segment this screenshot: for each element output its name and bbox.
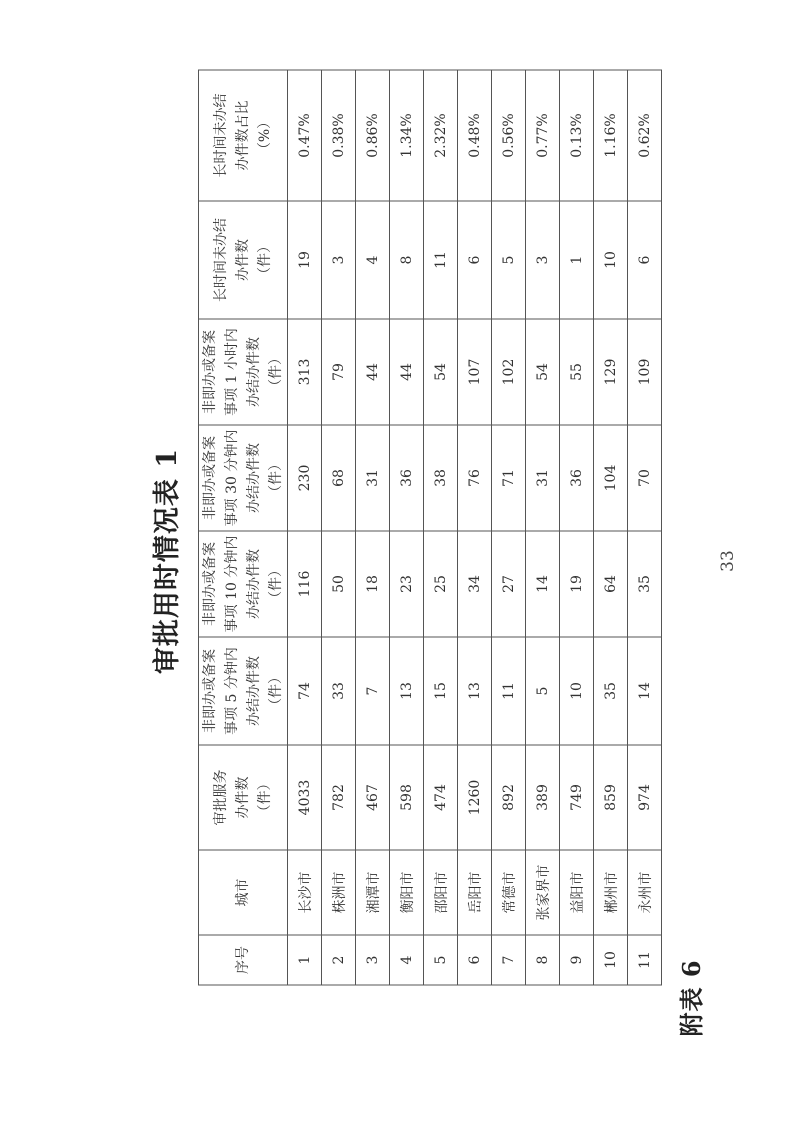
cell-seq: 8 [526, 935, 560, 985]
cell-hour1: 54 [526, 319, 560, 425]
attachment-label: 附表 6 [677, 959, 706, 1037]
cell-total: 389 [526, 745, 560, 850]
header-min5: 非即办或备案 事项 5 分钟内 办结办件数 （件） [199, 637, 288, 745]
cell-long-ratio: 1.34% [390, 70, 424, 201]
cell-city: 岳阳市 [458, 850, 492, 935]
cell-min10: 50 [322, 531, 356, 637]
cell-min30: 31 [526, 425, 560, 531]
table-row [424, 70, 458, 985]
table-row [322, 70, 356, 985]
cell-hour1: 129 [594, 319, 628, 425]
cell-long-count: 11 [424, 201, 458, 319]
header-min10: 非即办或备案 事项 10 分钟内 办结办件数 （件） [199, 531, 288, 637]
cell-total: 474 [424, 745, 458, 850]
cell-min5: 14 [628, 637, 662, 745]
table-row [492, 70, 526, 985]
cell-total: 974 [628, 745, 662, 850]
cell-min30: 71 [492, 425, 526, 531]
cell-city: 永州市 [628, 850, 662, 935]
cell-min10: 25 [424, 531, 458, 637]
cell-long-ratio: 0.13% [560, 70, 594, 201]
cell-long-count: 10 [594, 201, 628, 319]
cell-seq: 10 [594, 935, 628, 985]
cell-min10: 14 [526, 531, 560, 637]
cell-min10: 19 [560, 531, 594, 637]
cell-hour1: 54 [424, 319, 458, 425]
cell-long-ratio: 0.62% [628, 70, 662, 201]
header-total: 审批服务 办件数 （件） [199, 745, 288, 850]
cell-min10: 116 [288, 531, 322, 637]
cell-long-count: 8 [390, 201, 424, 319]
cell-min10: 23 [390, 531, 424, 637]
cell-min30: 76 [458, 425, 492, 531]
cell-min5: 74 [288, 637, 322, 745]
cell-total: 4033 [288, 745, 322, 850]
header-long-count: 长时间未办结 办件数 （件） [199, 201, 288, 319]
cell-long-count: 4 [356, 201, 390, 319]
cell-city: 益阳市 [560, 850, 594, 935]
cell-city: 长沙市 [288, 850, 322, 935]
cell-min30: 70 [628, 425, 662, 531]
header-hour1: 非即办或备案 事项 1 小时内 办结办件数 （件） [199, 319, 288, 425]
cell-hour1: 44 [390, 319, 424, 425]
cell-total: 859 [594, 745, 628, 850]
cell-long-count: 3 [322, 201, 356, 319]
cell-min10: 27 [492, 531, 526, 637]
cell-hour1: 55 [560, 319, 594, 425]
cell-city: 衡阳市 [390, 850, 424, 935]
cell-min10: 64 [594, 531, 628, 637]
cell-city: 张家界市 [526, 850, 560, 935]
cell-hour1: 313 [288, 319, 322, 425]
cell-seq: 2 [322, 935, 356, 985]
cell-min30: 36 [390, 425, 424, 531]
cell-long-count: 6 [458, 201, 492, 319]
cell-seq: 5 [424, 935, 458, 985]
cell-seq: 7 [492, 935, 526, 985]
cell-city: 株洲市 [322, 850, 356, 935]
table-row [288, 70, 322, 985]
cell-hour1: 102 [492, 319, 526, 425]
cell-min30: 104 [594, 425, 628, 531]
cell-min30: 230 [288, 425, 322, 531]
cell-seq: 1 [288, 935, 322, 985]
cell-seq: 4 [390, 935, 424, 985]
cell-seq: 3 [356, 935, 390, 985]
cell-city: 湘潭市 [356, 850, 390, 935]
cell-total: 1260 [458, 745, 492, 850]
header-long-ratio: 长时间未办结 办件数占比 （%） [199, 70, 288, 201]
cell-min5: 13 [458, 637, 492, 745]
cell-min30: 38 [424, 425, 458, 531]
cell-hour1: 109 [628, 319, 662, 425]
cell-long-ratio: 0.77% [526, 70, 560, 201]
cell-long-ratio: 2.32% [424, 70, 458, 201]
approval-time-table [198, 70, 662, 986]
table-row [628, 70, 662, 985]
table-title: 审批用时情况表 1 [152, 447, 183, 675]
header-seq: 序号 [199, 935, 288, 985]
cell-total: 598 [390, 745, 424, 850]
cell-min10: 18 [356, 531, 390, 637]
cell-min30: 36 [560, 425, 594, 531]
cell-total: 892 [492, 745, 526, 850]
cell-city: 常德市 [492, 850, 526, 935]
cell-hour1: 79 [322, 319, 356, 425]
cell-min5: 11 [492, 637, 526, 745]
cell-long-count: 1 [560, 201, 594, 319]
cell-long-ratio: 0.86% [356, 70, 390, 201]
cell-long-ratio: 0.48% [458, 70, 492, 201]
table-row [356, 70, 390, 985]
table-row [560, 70, 594, 985]
header-min30: 非即办或备案 事项 30 分钟内 办结办件数 （件） [199, 425, 288, 531]
cell-seq: 6 [458, 935, 492, 985]
cell-long-ratio: 1.16% [594, 70, 628, 201]
cell-long-count: 5 [492, 201, 526, 319]
cell-total: 467 [356, 745, 390, 850]
table-row [458, 70, 492, 985]
cell-long-count: 19 [288, 201, 322, 319]
cell-hour1: 107 [458, 319, 492, 425]
header-row [199, 70, 288, 985]
page-number: 33 [718, 550, 738, 572]
cell-total: 749 [560, 745, 594, 850]
cell-seq: 11 [628, 935, 662, 985]
cell-min5: 15 [424, 637, 458, 745]
cell-min5: 33 [322, 637, 356, 745]
cell-min5: 7 [356, 637, 390, 745]
cell-long-ratio: 0.38% [322, 70, 356, 201]
cell-min30: 31 [356, 425, 390, 531]
cell-city: 郴州市 [594, 850, 628, 935]
cell-hour1: 44 [356, 319, 390, 425]
cell-min10: 35 [628, 531, 662, 637]
cell-min5: 35 [594, 637, 628, 745]
cell-min10: 34 [458, 531, 492, 637]
cell-min5: 5 [526, 637, 560, 745]
table-row [526, 70, 560, 985]
cell-total: 782 [322, 745, 356, 850]
cell-long-count: 3 [526, 201, 560, 319]
cell-long-ratio: 0.56% [492, 70, 526, 201]
cell-seq: 9 [560, 935, 594, 985]
cell-min5: 13 [390, 637, 424, 745]
header-city: 城市 [199, 850, 288, 935]
cell-min5: 10 [560, 637, 594, 745]
table-row [594, 70, 628, 985]
cell-city: 邵阳市 [424, 850, 458, 935]
cell-min30: 68 [322, 425, 356, 531]
cell-long-ratio: 0.47% [288, 70, 322, 201]
cell-long-count: 6 [628, 201, 662, 319]
table-row [390, 70, 424, 985]
